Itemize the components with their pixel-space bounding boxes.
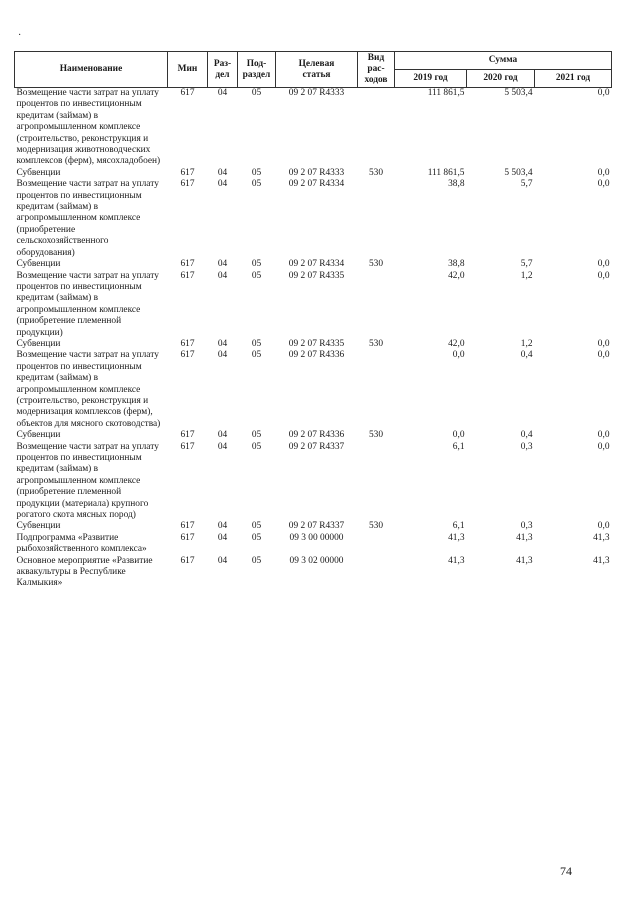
page-number: 74 <box>560 864 572 878</box>
cell-podrazdel: 05 <box>251 555 262 566</box>
cell-2019: 41,3 <box>448 532 465 543</box>
table-row <box>15 88 612 168</box>
cell-2020: 41,3 <box>516 532 533 543</box>
table-row <box>15 350 612 430</box>
cell-vid <box>358 350 395 430</box>
cell-target: 09 2 07 R4337 <box>288 441 345 452</box>
cell-name: Возмещение части затрат на уплату процентов по инвестиционным кредитам (займам) в агропромышленном комплексе (строительство, реконструкция и модернизация комплексов (ферм), объектов для мясного скотоводства) <box>16 350 161 429</box>
cell-target: 09 3 00 00000 <box>289 532 344 543</box>
cell-2019: 42,0 <box>448 338 465 349</box>
cell-2019: 0,0 <box>452 350 465 361</box>
cell-vid <box>358 533 395 556</box>
cell-2020: 5,7 <box>520 259 533 270</box>
cell-2020: 0,3 <box>520 441 533 452</box>
cell-2019: 0,0 <box>452 430 465 441</box>
cell-name: Подпрограмма «Развитие рыбохозяйственного комплекса» <box>16 532 147 555</box>
table-row <box>15 442 612 522</box>
cell-2021: 0,0 <box>597 430 610 441</box>
cell-podrazdel: 05 <box>251 521 262 532</box>
cell-vid <box>358 556 395 590</box>
cell-target: 09 2 07 R4334 <box>288 259 345 270</box>
cell-vid: 530 <box>368 430 384 441</box>
cell-2019: 42,0 <box>448 270 465 281</box>
cell-razdel: 04 <box>217 338 228 349</box>
cell-2019: 41,3 <box>448 555 465 566</box>
cell-podrazdel: 05 <box>251 179 262 190</box>
cell-2020: 0,3 <box>520 521 533 532</box>
cell-2020: 1,2 <box>520 270 533 281</box>
header-target: Целевая статья <box>276 52 358 88</box>
table-row <box>15 521 612 532</box>
scan-mark: · <box>18 30 22 41</box>
cell-name: Основное мероприятие «Развитие аквакультуры в Республике Калмыкия» <box>16 555 153 589</box>
cell-min: 617 <box>180 555 195 566</box>
table-row <box>15 259 612 270</box>
cell-2019: 38,8 <box>448 259 465 270</box>
cell-podrazdel: 05 <box>251 88 262 98</box>
cell-podrazdel: 05 <box>251 338 262 349</box>
header-podrazdel: Под- раздел <box>238 52 276 88</box>
cell-min: 617 <box>180 430 195 441</box>
cell-target: 09 2 07 R4334 <box>288 179 345 190</box>
cell-2020: 0,4 <box>520 430 533 441</box>
cell-target: 09 3 02 00000 <box>289 555 344 566</box>
cell-2021: 0,0 <box>597 270 610 281</box>
cell-vid <box>358 179 395 259</box>
cell-2019: 38,8 <box>448 179 465 190</box>
cell-razdel: 04 <box>217 270 228 281</box>
cell-2019: 111 861,5 <box>427 88 465 98</box>
cell-2021: 0,0 <box>597 338 610 349</box>
table-row <box>15 556 612 590</box>
cell-2021: 0,0 <box>597 167 610 178</box>
cell-2021: 0,0 <box>597 441 610 452</box>
cell-name: Субвенции <box>16 430 61 441</box>
table-row <box>15 168 612 179</box>
cell-name: Субвенции <box>16 259 61 270</box>
cell-razdel: 04 <box>217 350 228 361</box>
cell-vid: 530 <box>368 338 384 349</box>
cell-name: Возмещение части затрат на уплату процентов по инвестиционным кредитам (займам) в агропромышленном комплексе (приобретение сельскохозяйственного оборудования) <box>16 179 159 258</box>
cell-2020: 41,3 <box>516 555 533 566</box>
cell-min: 617 <box>180 167 195 178</box>
cell-podrazdel: 05 <box>251 532 262 543</box>
cell-min: 617 <box>180 532 195 543</box>
cell-podrazdel: 05 <box>251 430 262 441</box>
cell-vid: 530 <box>368 259 384 270</box>
cell-2020: 0,4 <box>520 350 533 361</box>
header-name: Наименование <box>15 52 168 88</box>
cell-2020: 5 503,4 <box>504 167 533 178</box>
cell-razdel: 04 <box>217 441 228 452</box>
cell-2020: 5 503,4 <box>504 88 533 98</box>
table-body <box>15 88 612 590</box>
cell-podrazdel: 05 <box>251 259 262 270</box>
cell-name: Возмещение части затрат на уплату процентов по инвестиционным кредитам (займам) в агропромышленном комплексе (строительство, реконструкция и модернизация животноводческих комплексов (ферм), мясохладобоен) <box>16 88 161 167</box>
cell-2020: 5,7 <box>520 179 533 190</box>
cell-target: 09 2 07 R4336 <box>288 430 345 441</box>
cell-2021: 0,0 <box>597 259 610 270</box>
cell-podrazdel: 05 <box>251 270 262 281</box>
cell-2021: 0,0 <box>597 179 610 190</box>
cell-2021: 41,3 <box>593 555 610 566</box>
cell-vid <box>358 271 395 339</box>
cell-name: Возмещение части затрат на уплату процентов по инвестиционным кредитам (займам) в агропромышленном комплексе (приобретение племенной продукции (материала) крупного рогатого скота мясных пород) <box>16 441 159 521</box>
cell-2019: 6,1 <box>452 521 465 532</box>
cell-podrazdel: 05 <box>251 350 262 361</box>
header-2019: 2019 год <box>395 70 467 88</box>
table-row <box>15 533 612 556</box>
cell-name: Субвенции <box>16 167 61 178</box>
cell-target: 09 2 07 R4336 <box>288 350 345 361</box>
cell-razdel: 04 <box>217 88 228 98</box>
cell-min: 617 <box>180 88 195 98</box>
cell-target: 09 2 07 R4333 <box>288 167 345 178</box>
cell-razdel: 04 <box>217 521 228 532</box>
cell-min: 617 <box>180 179 195 190</box>
header-vid: Вид рас- ходов <box>358 52 395 88</box>
cell-razdel: 04 <box>217 430 228 441</box>
cell-razdel: 04 <box>217 167 228 178</box>
header-razdel: Раз- дел <box>208 52 238 88</box>
table-header <box>15 52 612 88</box>
cell-target: 09 2 07 R4333 <box>288 88 345 98</box>
cell-target: 09 2 07 R4335 <box>288 270 345 281</box>
cell-podrazdel: 05 <box>251 167 262 178</box>
cell-vid <box>358 88 395 168</box>
cell-2019: 111 861,5 <box>427 167 465 178</box>
cell-razdel: 04 <box>217 179 228 190</box>
cell-name: Возмещение части затрат на уплату процентов по инвестиционным кредитам (займам) в агропромышленном комплексе (приобретение племенной продукции) <box>16 270 159 338</box>
cell-vid: 530 <box>368 521 384 532</box>
cell-2021: 41,3 <box>593 532 610 543</box>
cell-target: 09 2 07 R4335 <box>288 338 345 349</box>
cell-min: 617 <box>180 270 195 281</box>
cell-vid <box>358 442 395 522</box>
table-row <box>15 430 612 441</box>
cell-name: Субвенции <box>16 338 61 349</box>
cell-2021: 0,0 <box>597 88 610 98</box>
cell-target: 09 2 07 R4337 <box>288 521 345 532</box>
header-2020: 2020 год <box>467 70 535 88</box>
budget-table <box>14 51 612 590</box>
cell-2019: 6,1 <box>452 441 465 452</box>
cell-min: 617 <box>180 338 195 349</box>
cell-vid: 530 <box>368 167 384 178</box>
cell-2021: 0,0 <box>597 350 610 361</box>
header-min: Мин <box>168 52 208 88</box>
table-row <box>15 339 612 350</box>
cell-razdel: 04 <box>217 532 228 543</box>
cell-2020: 1,2 <box>520 338 533 349</box>
cell-2021: 0,0 <box>597 521 610 532</box>
cell-min: 617 <box>180 441 195 452</box>
cell-min: 617 <box>180 259 195 270</box>
cell-razdel: 04 <box>217 259 228 270</box>
table-row <box>15 179 612 259</box>
table-row <box>15 271 612 339</box>
cell-min: 617 <box>180 521 195 532</box>
cell-razdel: 04 <box>217 555 228 566</box>
header-2021: 2021 год <box>535 70 612 88</box>
cell-name: Субвенции <box>16 521 61 532</box>
cell-podrazdel: 05 <box>251 441 262 452</box>
cell-min: 617 <box>180 350 195 361</box>
header-sum: Сумма <box>395 52 612 70</box>
